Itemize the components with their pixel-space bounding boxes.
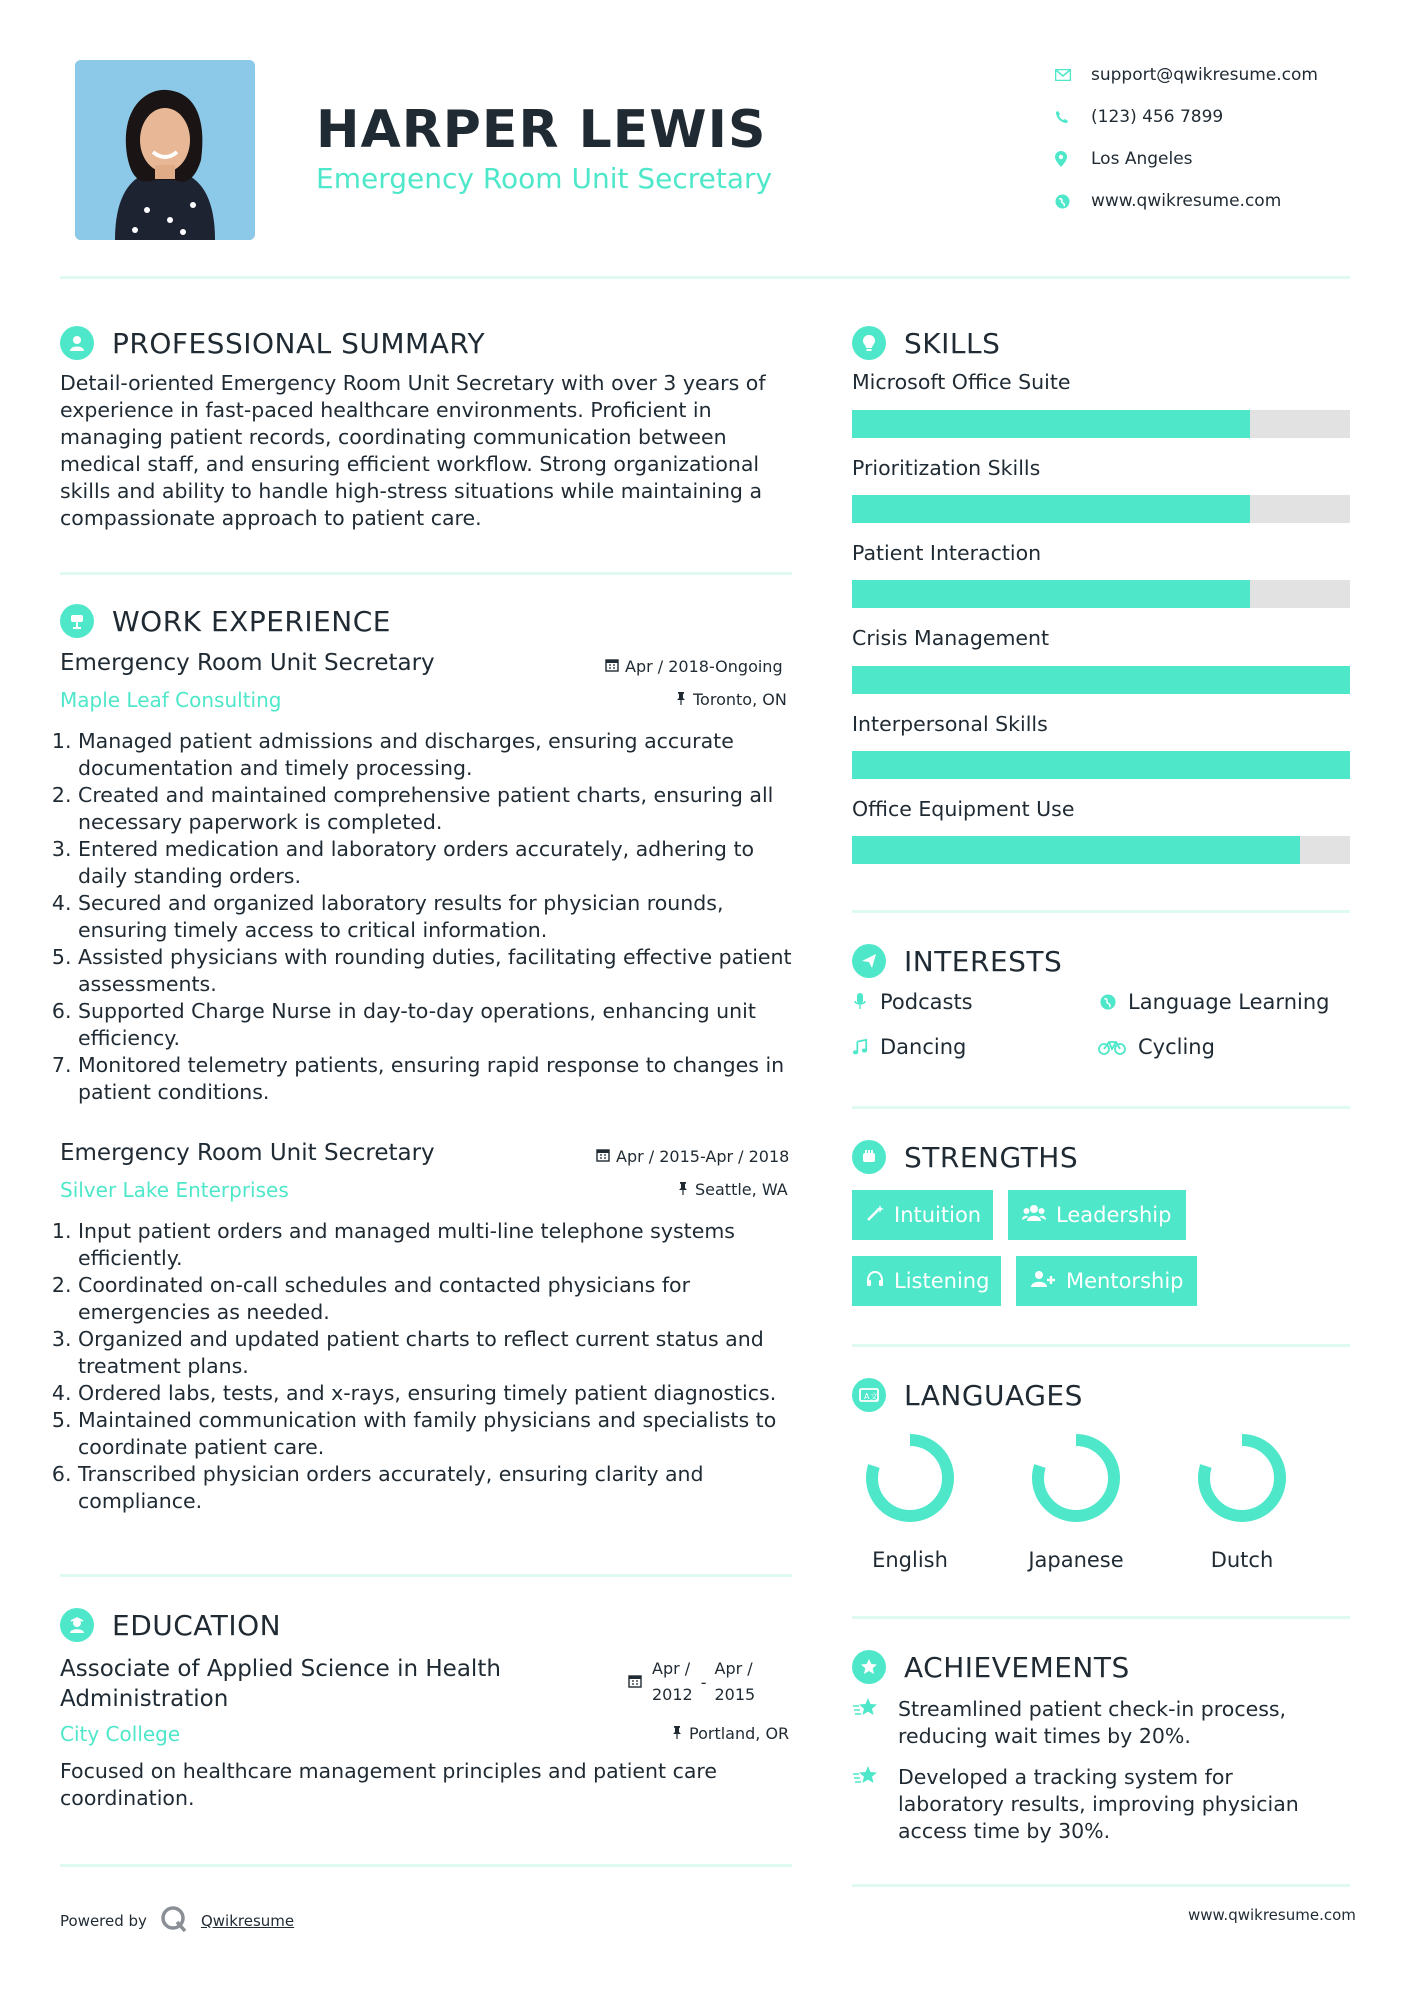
strengths-divider: [852, 1344, 1350, 1347]
skill-bar: [852, 495, 1350, 523]
contact-phone[interactable]: [1055, 96, 1318, 138]
interest-item: [1098, 1035, 1215, 1059]
skill-bar-fill: [852, 580, 1250, 608]
languages-heading: [852, 1378, 1083, 1412]
interest-item: [852, 990, 973, 1014]
strength-tag: [1016, 1256, 1197, 1306]
job-1-location-text: Toronto, ON: [693, 690, 787, 709]
interest-label: Cycling: [1138, 1035, 1215, 1059]
education-heading: [60, 1608, 281, 1642]
duty-item: 1. Input patient orders and managed multi-line telephone systems efficiently.: [78, 1218, 813, 1272]
job-2-dates: [596, 1147, 789, 1166]
strength-label: Intuition: [894, 1203, 982, 1227]
education-start: [652, 1656, 693, 1708]
pushpin-icon: [671, 1724, 683, 1743]
skills-heading: [852, 326, 1000, 360]
graduate-icon: [60, 1608, 94, 1642]
job-2-company: Silver Lake Enterprises: [60, 1178, 289, 1202]
qwikresume-logo-icon: [159, 1904, 189, 1938]
job-1-dates: [605, 657, 783, 676]
candidate-name: HARPER LEWIS: [316, 100, 767, 160]
languages-heading-text: LANGUAGES: [904, 1378, 1083, 1412]
location-text: Los Angeles: [1091, 149, 1193, 169]
duty-item: 2. Created and maintained comprehensive patient charts, ensuring all necessary paperwork is completed.: [78, 782, 808, 836]
skill-bar: [852, 751, 1350, 779]
education-description: Focused on healthcare management principles and patient care coordination.: [60, 1759, 718, 1810]
envelope-icon: [1055, 69, 1091, 81]
job-1-title: Emergency Room Unit Secretary: [60, 650, 435, 676]
job-2-duties: [60, 1218, 813, 1515]
language-item: [1016, 1430, 1136, 1572]
achievements-heading: [852, 1650, 1130, 1684]
skill-label: Office Equipment Use: [852, 797, 1075, 821]
duty-item: 5. Assisted physicians with rounding duties, facilitating effective patient assessments.: [78, 944, 808, 998]
interest-label: Podcasts: [880, 990, 973, 1014]
job-1-duties: [60, 728, 808, 1106]
profile-photo: [75, 60, 255, 240]
calendar-icon: [596, 1147, 610, 1166]
job-2-dates-text: Apr / 2015-Apr / 2018: [616, 1147, 790, 1166]
user-plus-icon: [1030, 1269, 1056, 1293]
contact-email[interactable]: [1055, 54, 1318, 96]
duty-item: 5. Maintained communication with family physicians and specialists to coordinate patient care.: [78, 1407, 813, 1461]
magic-wand-icon: [866, 1203, 884, 1227]
education-divider: [60, 1864, 792, 1867]
duty-item: 4. Secured and organized laboratory results for physician rounds, ensuring timely access to critical information.: [78, 890, 808, 944]
calendar-icon: [628, 1673, 642, 1692]
contact-website[interactable]: [1055, 180, 1318, 222]
skill-bar-fill: [852, 666, 1350, 694]
interests-heading-text: INTERESTS: [904, 944, 1063, 978]
summary-heading-text: PROFESSIONAL SUMMARY: [112, 326, 486, 360]
skill-bar: [852, 836, 1350, 864]
brand-link[interactable]: Qwikresume: [200, 1912, 295, 1930]
education-end: [715, 1656, 756, 1708]
skill-label: Interpersonal Skills: [852, 712, 1048, 736]
skill-bar-fill: [852, 495, 1250, 523]
education-dates: [628, 1656, 755, 1708]
duty-item: 3. Organized and updated patient charts to reflect current status and treatment plans.: [78, 1326, 813, 1380]
job-2-title: Emergency Room Unit Secretary: [60, 1140, 435, 1166]
duty-item: 7. Monitored telemetry patients, ensuring rapid response to changes in patient conditions.: [78, 1052, 808, 1106]
svg-text:文: 文: [870, 1392, 878, 1401]
globe-icon: [1100, 993, 1116, 1011]
education-degree: Associate of Applied Science in Health Administration: [60, 1656, 501, 1712]
email-text: support@qwikresume.com: [1091, 65, 1318, 85]
experience-heading: [60, 604, 391, 638]
interest-label: Dancing: [880, 1035, 967, 1059]
achievements-divider: [852, 1884, 1350, 1887]
duty-item: 4. Ordered labs, tests, and x-rays, ensuring timely patient diagnostics.: [78, 1380, 813, 1407]
job-1-dates-text: Apr / 2018-Ongoing: [625, 657, 783, 676]
phone-text: (123) 456 7899: [1091, 107, 1224, 127]
pushpin-icon: [675, 690, 687, 709]
experience-heading-text: WORK EXPERIENCE: [112, 604, 391, 638]
summary-text: Detail-oriented Emergency Room Unit Secretary with over 3 years of experience in fast-paced healthcare environments. Proficient in managing patient records, coordinating communication between medical staff, and ensuring efficient workflow. Strong organizational skills and ability to handle high-stress situations while maintaining a compassionate approach to patient care.: [60, 371, 766, 530]
duty-item: 1. Managed patient admissions and discharges, ensuring accurate documentation and timely processing.: [78, 728, 808, 782]
star-badge-icon: [852, 1650, 886, 1684]
paper-plane-icon: [852, 944, 886, 978]
education-start-month: Apr /: [652, 1659, 691, 1678]
strengths-heading-text: STRENGTHS: [904, 1140, 1079, 1174]
education-start-year: 2012: [652, 1685, 693, 1704]
website-text: www.qwikresume.com: [1091, 191, 1282, 211]
fist-icon: [852, 1140, 886, 1174]
skill-bar: [852, 666, 1350, 694]
skill-bar: [852, 410, 1350, 438]
music-note-icon: [852, 1038, 868, 1056]
achievement-text: Streamlined patient check-in process, reducing wait times by 20%.: [898, 1697, 1287, 1748]
headphones-icon: [866, 1269, 884, 1293]
skill-label: Patient Interaction: [852, 541, 1042, 565]
pushpin-icon: [677, 1180, 689, 1199]
language-icon: [852, 1378, 886, 1412]
candidate-title: Emergency Room Unit Secretary: [316, 162, 773, 195]
achievement-text: Developed a tracking system for laboratory results, improving physician access time by 30%.: [898, 1765, 1299, 1843]
education-location-text: Portland, OR: [689, 1724, 790, 1743]
achievement-item: [852, 1764, 1322, 1845]
language-ring: [862, 1430, 958, 1526]
strength-tag: [852, 1256, 1001, 1306]
achievement-item: [852, 1696, 1322, 1750]
star-icon: [852, 1764, 880, 1845]
language-label: English: [872, 1548, 948, 1572]
header-divider: [60, 276, 1350, 279]
skill-label: Microsoft Office Suite: [852, 370, 1071, 394]
bicycle-icon: [1098, 1039, 1126, 1055]
interest-item: [1100, 990, 1329, 1014]
strength-tag: [1008, 1190, 1186, 1240]
education-end-year: 2015: [714, 1685, 756, 1704]
user-icon: [60, 326, 94, 360]
users-icon: [1022, 1203, 1046, 1227]
skill-label: Crisis Management: [852, 626, 1050, 650]
footer-powered-by: [60, 1904, 294, 1938]
experience-divider: [60, 1574, 792, 1577]
job-1-location: [675, 690, 787, 709]
map-pin-icon: [1055, 151, 1091, 167]
strengths-heading: [852, 1140, 1078, 1174]
lightbulb-icon: [852, 326, 886, 360]
duty-item: 6. Supported Charge Nurse in day-to-day operations, enhancing unit efficiency.: [78, 998, 808, 1052]
contact-info: [1055, 54, 1318, 222]
interests-heading: [852, 944, 1062, 978]
date-separator: -: [700, 1672, 707, 1692]
skills-heading-text: SKILLS: [904, 326, 1001, 360]
duty-item: 3. Entered medication and laboratory orders accurately, adhering to daily standing orders.: [78, 836, 808, 890]
job-2-location: [677, 1180, 788, 1199]
languages-divider: [852, 1616, 1350, 1619]
footer-website[interactable]: www.qwikresume.com: [1188, 1906, 1356, 1924]
duty-item: 6. Transcribed physician orders accurately, ensuring clarity and compliance.: [78, 1461, 813, 1515]
skills-divider: [852, 910, 1350, 913]
skill-bar-fill: [852, 410, 1250, 438]
education-heading-text: EDUCATION: [112, 1608, 282, 1642]
education-school: City College: [60, 1722, 181, 1746]
strength-label: Listening: [894, 1269, 990, 1293]
strength-label: Leadership: [1056, 1203, 1172, 1227]
summary-divider: [60, 572, 792, 575]
globe-icon: [1055, 194, 1091, 209]
phone-icon: [1055, 110, 1091, 124]
interest-label: Language Learning: [1128, 990, 1330, 1014]
education-end-month: Apr /: [714, 1659, 753, 1678]
contact-location: [1055, 138, 1318, 180]
skill-label: Prioritization Skills: [852, 456, 1041, 480]
briefcase-icon: [60, 604, 94, 638]
skill-bar: [852, 580, 1350, 608]
star-icon: [852, 1696, 880, 1750]
calendar-icon: [605, 657, 619, 676]
powered-by-text: Powered by: [60, 1912, 147, 1930]
summary-heading: [60, 326, 485, 360]
duty-item: 2. Coordinated on-call schedules and contacted physicians for emergencies as needed.: [78, 1272, 813, 1326]
interests-divider: [852, 1106, 1350, 1109]
svg-text:A: A: [864, 1392, 870, 1401]
strength-tag: [852, 1190, 993, 1240]
language-ring: [1194, 1430, 1290, 1526]
language-item: [1182, 1430, 1302, 1572]
education-location: [671, 1724, 789, 1743]
interest-item: [852, 1035, 966, 1059]
skill-bar-fill: [852, 751, 1350, 779]
language-label: Japanese: [1028, 1548, 1124, 1572]
job-1-company: Maple Leaf Consulting: [60, 688, 282, 712]
language-item: [850, 1430, 970, 1572]
job-2-location-text: Seattle, WA: [695, 1180, 788, 1199]
skill-bar-fill: [852, 836, 1300, 864]
achievements-heading-text: ACHIEVEMENTS: [904, 1650, 1130, 1684]
language-label: Dutch: [1210, 1548, 1274, 1572]
strength-label: Mentorship: [1066, 1269, 1184, 1293]
language-ring: [1028, 1430, 1124, 1526]
microphone-icon: [852, 993, 868, 1011]
